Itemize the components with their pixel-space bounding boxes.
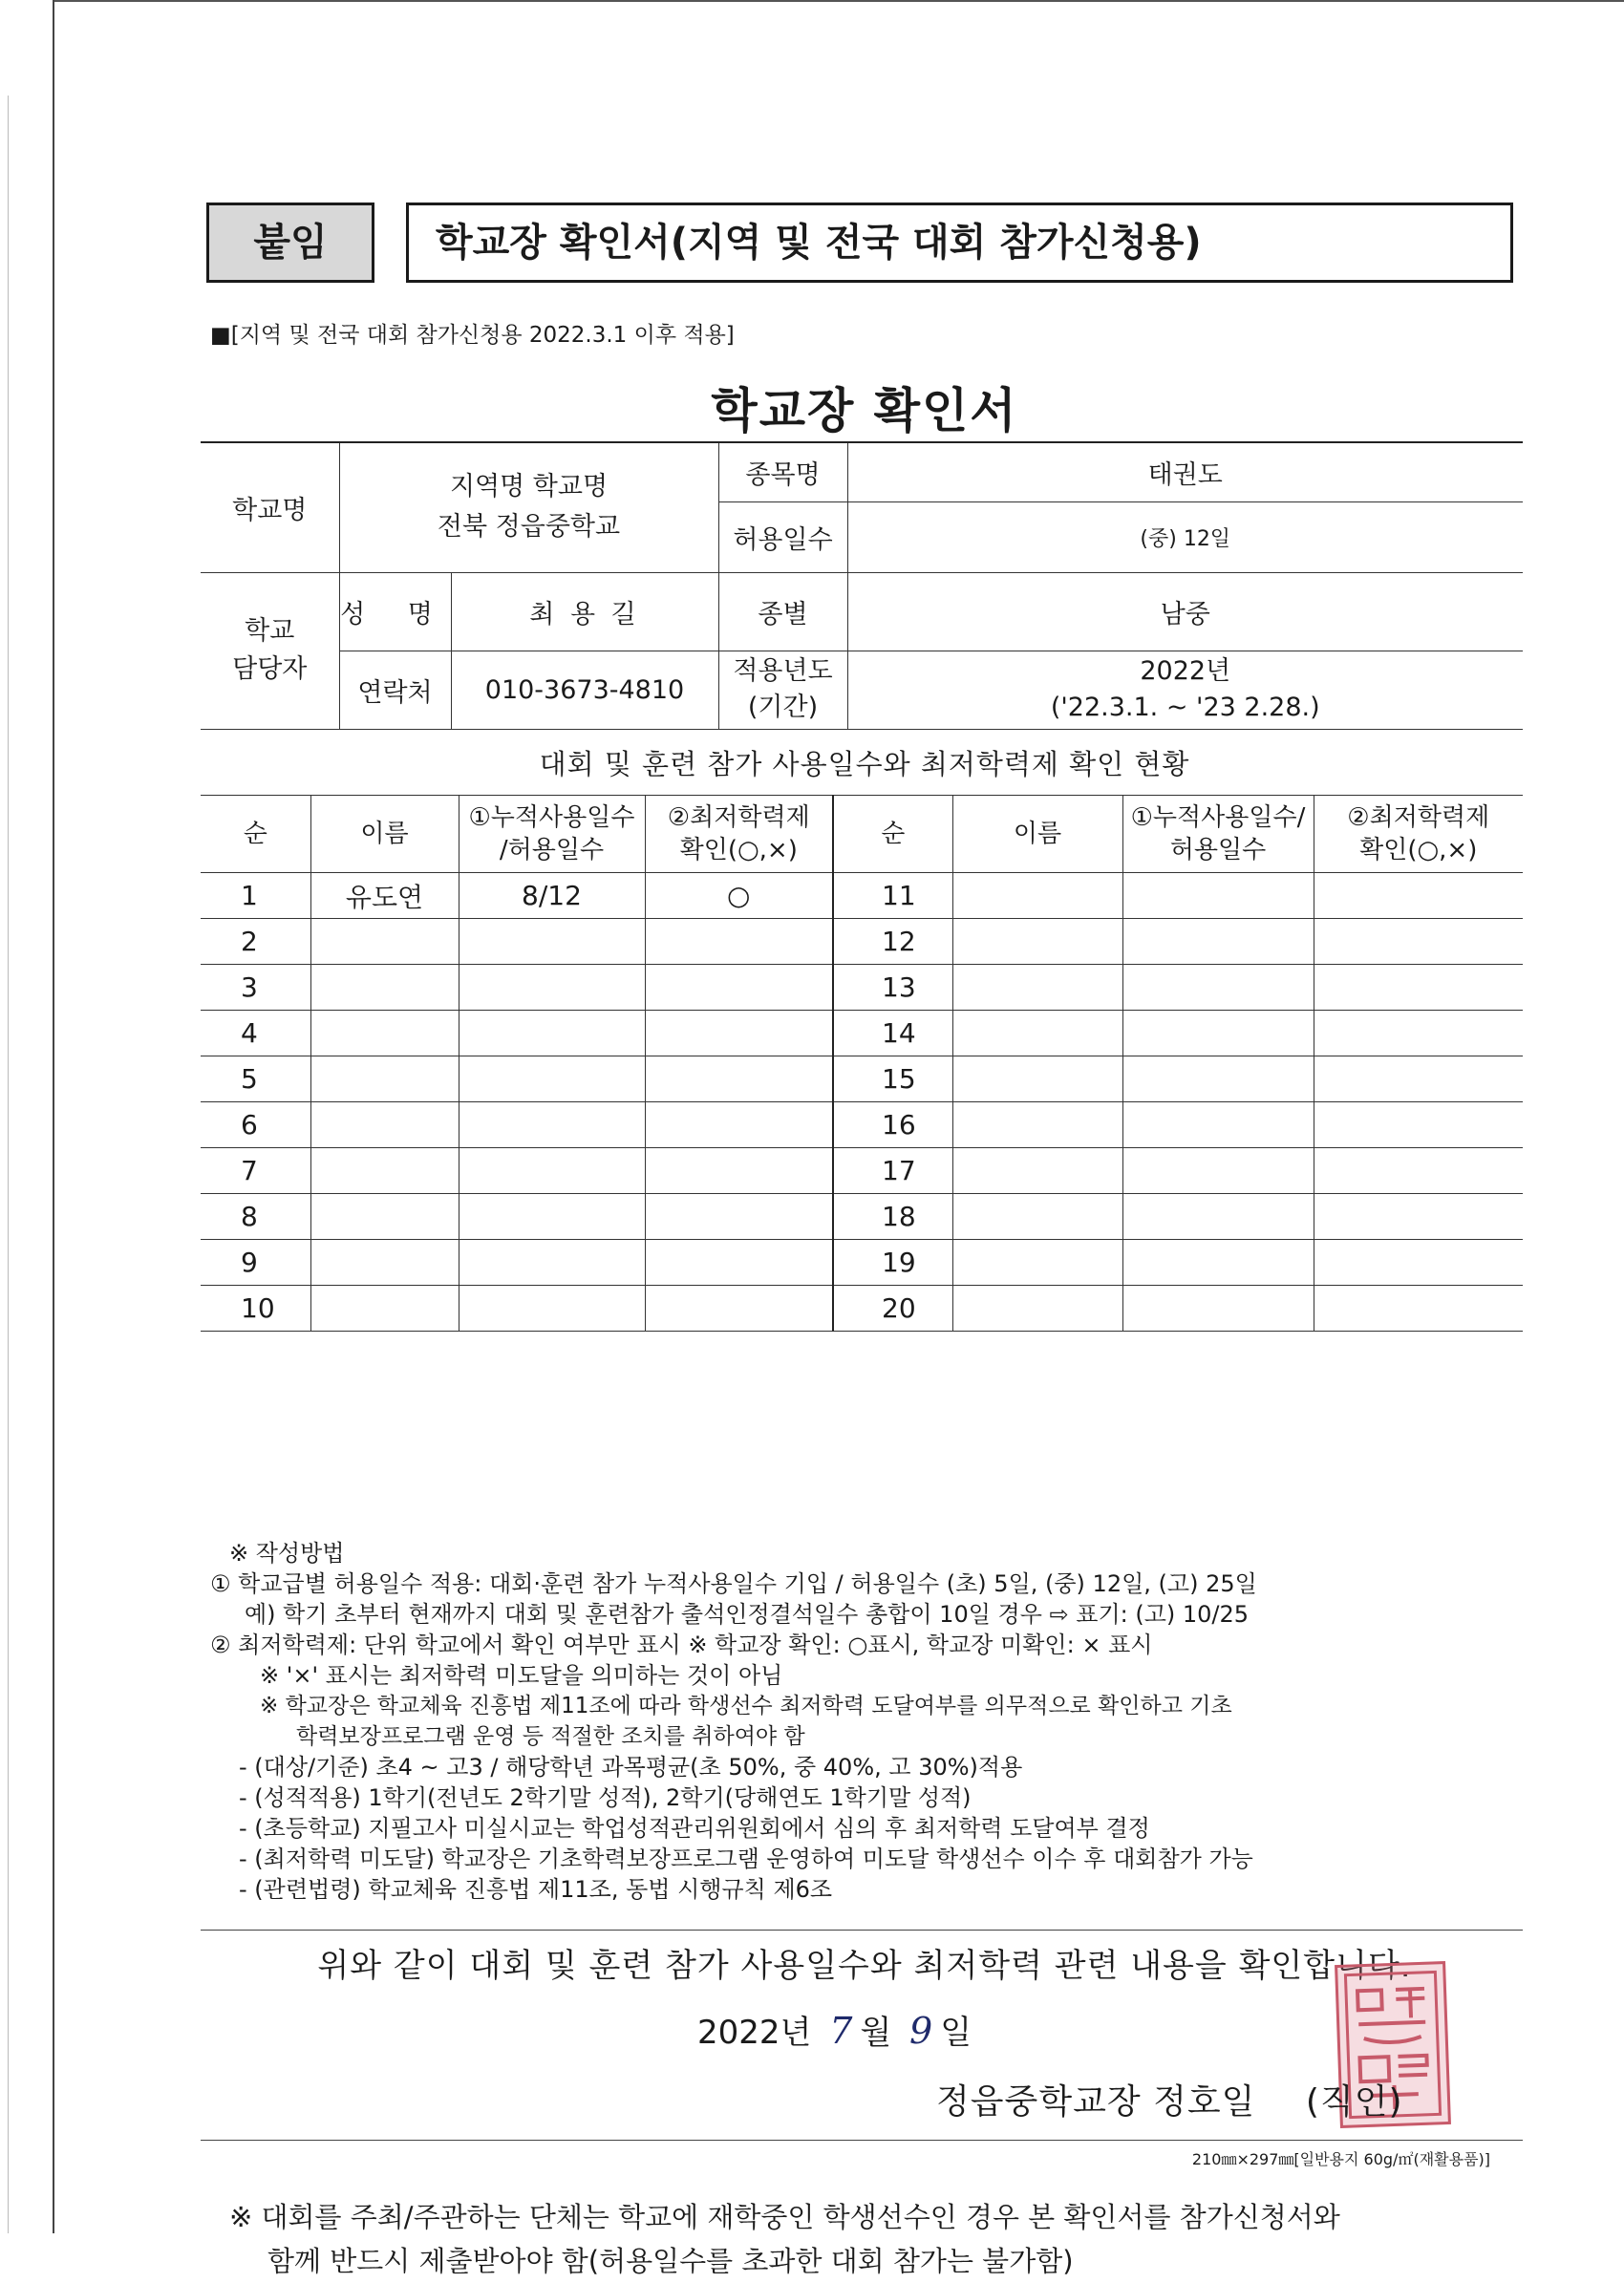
signer-line	[936, 2075, 1403, 2123]
row-check-right	[1314, 1056, 1523, 1102]
row-days-right	[1122, 1148, 1314, 1194]
sign-year: 2022년	[697, 2014, 812, 2052]
row-days-right	[1122, 1056, 1314, 1102]
row-name-right	[952, 1194, 1122, 1240]
row-days	[459, 1194, 645, 1240]
school-name-line1: 지역명 학교명	[449, 472, 609, 502]
row-check	[645, 965, 833, 1011]
footer-line-2: 함께 반드시 제출받아야 함(허용일수를 초과한 대회 참가는 불가함)	[267, 2245, 1074, 2277]
row-name-right	[952, 873, 1122, 919]
school-name-label: 학교명	[201, 442, 339, 572]
event-label: 종목명	[718, 442, 847, 501]
header-min	[645, 796, 833, 873]
row-check-right	[1314, 1286, 1523, 1332]
row-no-right: 19	[833, 1240, 952, 1286]
row-check-right	[1314, 1240, 1523, 1286]
divider	[201, 1930, 1523, 1931]
document-header	[201, 191, 1528, 287]
signer-name: 정읍중학교장 정호일	[936, 2082, 1256, 2122]
table-row	[201, 873, 1523, 919]
row-days: 8/12	[459, 873, 645, 919]
seal-note: (직인)	[1305, 2082, 1403, 2122]
row-no: 9	[201, 1240, 310, 1286]
allowed-days-value: (중) 12일	[847, 501, 1523, 572]
header-no-right: 순	[833, 796, 952, 873]
instruction-note-2: ※ 학교장은 학교체육 진흥법 제11조에 따라 학생선수 최저학력 도달여부를 의무적으로 확인하고 기초	[260, 1694, 1232, 1718]
header-days-line2: /허용일수	[499, 836, 605, 864]
applicability-note: ■[지역 및 전국 대회 참가신청용 2022.3.1 이후 적용]	[210, 323, 735, 348]
row-days	[459, 919, 645, 965]
row-name-right	[952, 965, 1122, 1011]
header-days	[459, 796, 645, 873]
person-name-value: 최 용 길	[451, 572, 718, 651]
table-row	[201, 965, 1523, 1011]
row-check-right	[1314, 1194, 1523, 1240]
period-label	[718, 651, 847, 729]
row-no-right: 16	[833, 1102, 952, 1148]
row-no-right: 12	[833, 919, 952, 965]
period-label-line1: 적용년도	[733, 656, 833, 686]
instruction-1: ① 학교급별 허용일수 적용: 대회·훈련 참가 누적사용일수 기입 / 허용일수 (초) 5일, (중) 12일, (고) 25일	[210, 1570, 1257, 1597]
table-row	[201, 1011, 1523, 1056]
person-name-label: 성 명	[339, 572, 451, 651]
row-check	[645, 1286, 833, 1332]
row-check-right	[1314, 873, 1523, 919]
row-check	[645, 1102, 833, 1148]
row-days-right	[1122, 965, 1314, 1011]
row-no: 3	[201, 965, 310, 1011]
row-days	[459, 1102, 645, 1148]
row-name-right	[952, 1240, 1122, 1286]
status-table-body	[201, 873, 1523, 1332]
header-min-line2: 확인(○,×)	[679, 836, 798, 864]
row-no-right: 15	[833, 1056, 952, 1102]
period-range: ('22.3.1. ~ '23 2.28.)	[1050, 693, 1320, 722]
scan-edge	[53, 0, 54, 2233]
row-days-right	[1122, 919, 1314, 965]
detail-3: - (초등학교) 지필고사 미실시교는 학업성적관리위원회에서 심의 후 최저학력 도달여부 결정	[239, 1815, 1150, 1842]
instruction-note-1: ※ '×' 표시는 최저학력 미도달을 의미하는 것이 아님	[260, 1662, 783, 1689]
row-check-right	[1314, 919, 1523, 965]
category-label: 종별	[718, 572, 847, 651]
school-info-table	[201, 441, 1523, 730]
row-check-right	[1314, 965, 1523, 1011]
row-no-right: 17	[833, 1148, 952, 1194]
footer-line-1: ※ 대회를 주최/주관하는 단체는 학교에 재학중인 학생선수인 경우 본 확인서를 참가신청서와	[229, 2201, 1340, 2233]
row-no-right: 20	[833, 1286, 952, 1332]
row-name-right	[952, 1148, 1122, 1194]
row-check	[645, 1056, 833, 1102]
detail-2: - (성적적용) 1학기(전년도 2학기말 성적), 2학기(당해연도 1학기말 성적)	[239, 1784, 972, 1811]
document-page	[201, 191, 1528, 2277]
instruction-1-example: 예) 학기 초부터 현재까지 대회 및 훈련참가 출석인정결석일수 총합이 10일 경우 ⇨ 표기: (고) 10/25	[245, 1601, 1250, 1628]
header-days-right-line1: ①누적사용일수/	[1130, 803, 1306, 832]
row-days	[459, 1240, 645, 1286]
row-name	[310, 1011, 459, 1056]
header-min-right-line2: 확인(○,×)	[1359, 836, 1478, 864]
row-check	[645, 1240, 833, 1286]
row-no: 1	[201, 873, 310, 919]
table-row	[201, 1286, 1523, 1332]
row-check-right	[1314, 1148, 1523, 1194]
row-check-right	[1314, 1102, 1523, 1148]
sign-day-unit: 일	[940, 2014, 972, 2052]
header-name: 이름	[310, 796, 459, 873]
row-days-right	[1122, 873, 1314, 919]
table-row	[201, 1194, 1523, 1240]
row-days-right	[1122, 1194, 1314, 1240]
row-name	[310, 1148, 459, 1194]
instruction-2: ② 최저학력제: 단위 학교에서 확인 여부만 표시 ※ 학교장 확인: ○표시, 학교장 미확인: × 표시	[210, 1632, 1153, 1658]
row-no-right: 18	[833, 1194, 952, 1240]
row-name-right	[952, 1011, 1122, 1056]
row-name	[310, 965, 459, 1011]
row-days-right	[1122, 1102, 1314, 1148]
header-days-right	[1122, 796, 1314, 873]
row-no: 5	[201, 1056, 310, 1102]
row-check	[645, 1011, 833, 1056]
detail-4: - (최저학력 미도달) 학교장은 기초학력보장프로그램 운영하여 미도달 학생선수 이수 후 대회참가 가능	[239, 1846, 1253, 1872]
detail-5: - (관련법령) 학교체육 진흥법 제11조, 동법 시행규칙 제6조	[239, 1876, 833, 1903]
attach-label: 붙임	[206, 203, 374, 283]
sign-month: 7	[829, 2010, 853, 2052]
manager-label-line1: 학교	[245, 616, 295, 646]
school-name-value	[339, 442, 718, 572]
sign-date	[697, 2006, 972, 2053]
scan-edge	[8, 96, 9, 2233]
status-table	[201, 795, 1523, 1332]
row-no-right: 11	[833, 873, 952, 919]
row-days-right	[1122, 1240, 1314, 1286]
row-name	[310, 1194, 459, 1240]
sign-day: 9	[909, 2010, 933, 2052]
period-value	[847, 651, 1523, 729]
category-value: 남중	[847, 572, 1523, 651]
row-days	[459, 1148, 645, 1194]
header-days-right-line2: 허용일수	[1169, 836, 1267, 864]
row-name-right	[952, 1102, 1122, 1148]
header-min-line1: ②최저학력제	[667, 803, 810, 832]
row-no-right: 14	[833, 1011, 952, 1056]
manager-label-line2: 담당자	[232, 654, 308, 684]
sign-month-unit: 월	[860, 2014, 892, 2052]
paper-spec: 210㎜×297㎜[일반용지 60g/㎡(재활용품)]	[1191, 2150, 1490, 2168]
row-no-right: 13	[833, 965, 952, 1011]
row-name-right	[952, 919, 1122, 965]
row-name: 유도연	[310, 873, 459, 919]
row-no: 6	[201, 1102, 310, 1148]
scan-edge	[53, 0, 1624, 11]
row-name	[310, 1286, 459, 1332]
row-no: 7	[201, 1148, 310, 1194]
row-name-right	[952, 1056, 1122, 1102]
divider	[201, 2140, 1523, 2141]
period-year: 2022년	[1140, 656, 1231, 686]
row-days	[459, 1011, 645, 1056]
row-no: 8	[201, 1194, 310, 1240]
instructions	[210, 1538, 1528, 1905]
row-check-right	[1314, 1011, 1523, 1056]
status-section-title: 대회 및 훈련 참가 사용일수와 최저학력제 확인 현황	[539, 748, 1190, 780]
header-min-right	[1314, 796, 1523, 873]
page-title: 학교장 확인서	[711, 383, 1018, 438]
row-no: 2	[201, 919, 310, 965]
instruction-note-2-cont: 학력보장프로그램 운영 등 적절한 조치를 취하여야 함	[296, 1724, 805, 1749]
row-check	[645, 1194, 833, 1240]
header-no: 순	[201, 796, 310, 873]
footer-notice	[229, 2195, 1340, 2283]
confirmation-statement: 위와 같이 대회 및 훈련 참가 사용일수와 최저학력 관련 내용을 확인합니다.	[317, 1947, 1412, 1985]
contact-value: 010-3673-4810	[451, 651, 718, 729]
school-name-line2: 전북 정읍중학교	[437, 512, 621, 543]
contact-label: 연락처	[339, 651, 451, 729]
row-check	[645, 1148, 833, 1194]
row-name-right	[952, 1286, 1122, 1332]
row-days-right	[1122, 1286, 1314, 1332]
table-row	[201, 1148, 1523, 1194]
manager-label	[201, 572, 339, 729]
event-value: 태권도	[847, 442, 1523, 501]
row-name	[310, 1056, 459, 1102]
row-name	[310, 1240, 459, 1286]
header-days-line1: ①누적사용일수	[468, 803, 635, 832]
row-name	[310, 1102, 459, 1148]
row-days	[459, 1286, 645, 1332]
instructions-heading: ※ 작성방법	[229, 1540, 345, 1567]
header-min-right-line1: ②최저학력제	[1347, 803, 1490, 832]
row-check: ○	[645, 873, 833, 919]
row-no: 4	[201, 1011, 310, 1056]
row-no: 10	[201, 1286, 310, 1332]
document-heading: 학교장 확인서(지역 및 전국 대회 참가신청용)	[406, 203, 1513, 283]
table-row	[201, 1056, 1523, 1102]
table-row	[201, 1240, 1523, 1286]
header-name-right: 이름	[952, 796, 1122, 873]
row-name	[310, 919, 459, 965]
period-label-line2: (기간)	[747, 693, 819, 722]
row-check	[645, 919, 833, 965]
detail-1: - (대상/기준) 초4 ~ 고3 / 해당학년 과목평균(초 50%, 중 40%, 고 30%)적용	[239, 1754, 1023, 1781]
row-days	[459, 965, 645, 1011]
row-days-right	[1122, 1011, 1314, 1056]
row-days	[459, 1056, 645, 1102]
table-row	[201, 1102, 1523, 1148]
table-row	[201, 919, 1523, 965]
allowed-days-label: 허용일수	[718, 501, 847, 572]
